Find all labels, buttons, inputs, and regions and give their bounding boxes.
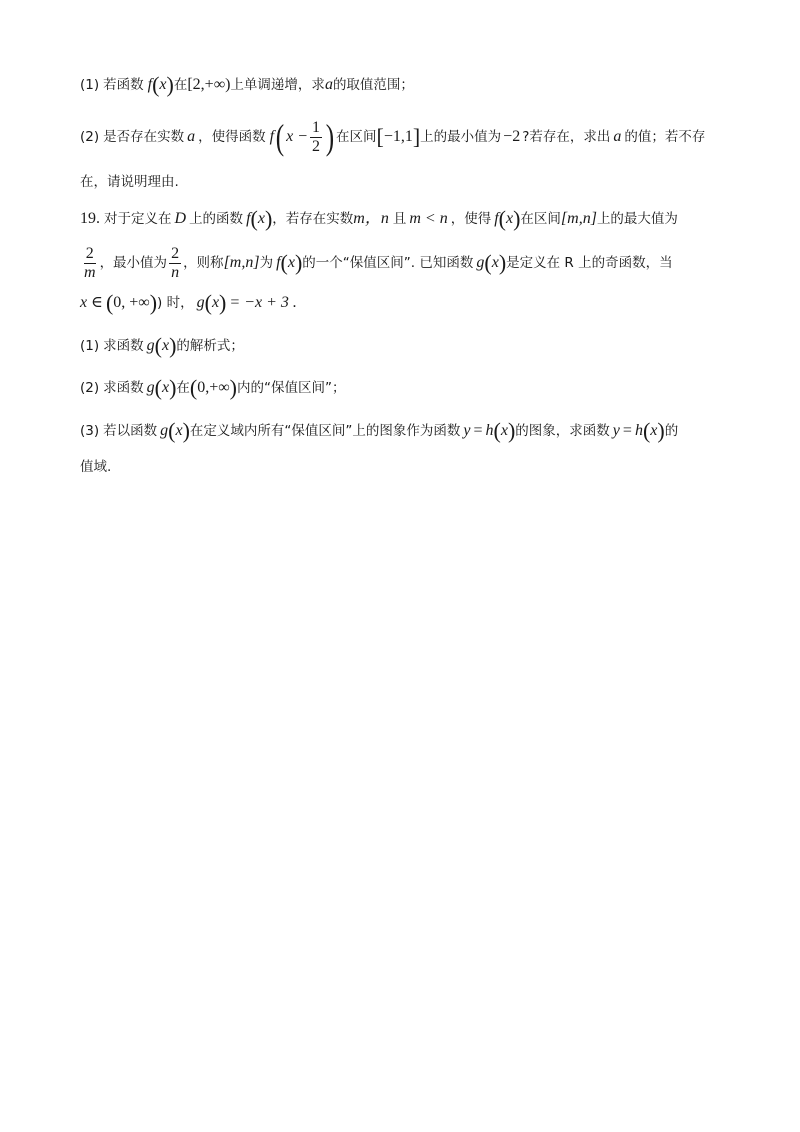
part-number: (1): [80, 77, 100, 93]
part-number: (3): [80, 423, 100, 439]
q19-part1: (1) 求函数 g ( x ) 的解析式；: [80, 333, 244, 358]
q19-part3-continued: 值域.: [80, 459, 112, 475]
interval: [2,+∞): [187, 76, 231, 93]
fraction: $\frac{2}{m}$: [84, 244, 96, 281]
interval: 0,+∞: [197, 379, 230, 396]
fraction: $\frac{2}{n}$: [171, 244, 180, 281]
q19-line2: $\frac{2}{m}$ ，最小值为 $\frac{2}{n}$ ，则称 [m,n] 为 f ( x ) 的一个“保值区间”. 已知函数 g ( x ) 是定义在 R 上的奇函数，当: [84, 244, 673, 281]
question-number: 19.: [80, 210, 100, 227]
q19-part3: (3) 若以函数 g ( x ) 在定义域内所有“保值区间”上的图象作为函数 y = h ( x ) 的图象，求函数 y = h ( x ) 的: [80, 418, 679, 443]
q19-line3: x ∈ ( 0, +∞ ) ) 时， g ( x ) = −x + 3 .: [80, 290, 297, 315]
q19-part2: (2) 求函数 g ( x ) 在 ( 0,+∞ ) 内的“保值区间”；: [80, 375, 346, 400]
q18-part2-continued: 在，请说明理由.: [80, 174, 179, 190]
q18-part1: (1) 若函数 f ( x ) 在 [2,+∞) 上单调递增，求 a 的取值范围；: [80, 72, 414, 97]
q18-part2: (2) 是否存在实数 a ，使得函数 f ( x − $\frac{1}{2}$ ) 在区间 [ −1,1 ] 上的最小值为 −2 ?若存在，求出 a 的值；若不存: [80, 117, 706, 157]
part-number: (2): [80, 129, 100, 145]
interval: [m,n]: [560, 210, 597, 227]
q19-line1: 19. 对于定义在 D 上的函数 f ( x ) ，若存在实数 m，n 且 m < n ，使得 f ( x ) 在区间 [m,n] 上的最大值为: [80, 206, 678, 231]
fraction: $\frac{1}{2}$: [311, 118, 320, 155]
interval: −1,1: [383, 128, 413, 145]
interval: [m,n]: [223, 254, 260, 271]
part-number: (1): [80, 338, 100, 354]
interval: 0, +∞: [113, 294, 150, 311]
part-number: (2): [80, 380, 100, 396]
function-f: f: [147, 76, 153, 93]
